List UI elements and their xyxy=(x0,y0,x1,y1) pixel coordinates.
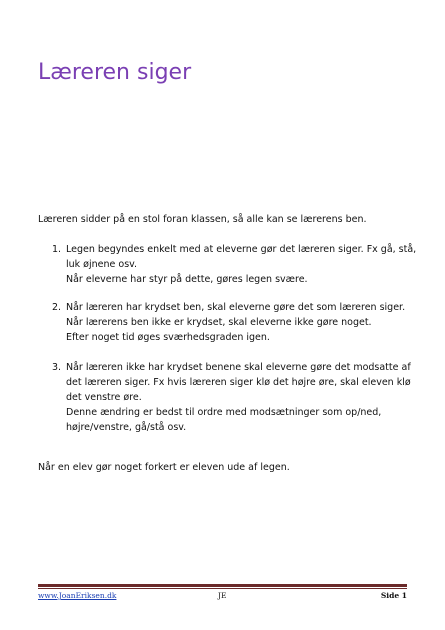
list-text: Når læreren har krydset ben, skal eleverne gøre det som læreren siger. xyxy=(66,302,406,313)
list-item xyxy=(52,242,422,300)
list-number: 1. xyxy=(52,244,62,255)
footer-page-number: Side 1 xyxy=(380,591,407,600)
list-text: Når lærerens ben ikke er krydset, skal eleverne ikke gøre noget. xyxy=(66,317,372,328)
intro-paragraph: Læreren sidder på en stol foran klassen, så alle kan se lærerens ben. xyxy=(38,214,367,225)
rules-list xyxy=(52,242,422,435)
list-text: Denne ændring er bedst til ordre med modsætninger som op/ned, højre/venstre, gå/stå osv. xyxy=(66,407,382,433)
list-text: Når eleverne har styr på dette, gøres legen svære. xyxy=(66,274,308,285)
list-item xyxy=(52,360,422,435)
list-text: Når læreren ikke har krydset benene skal eleverne gøre det modsatte af det læreren siger. Fx hvis læreren siger klø det højre øre, skal eleven klø det venstre øre. xyxy=(66,362,411,403)
list-text: Efter noget tid øges sværhedsgraden igen. xyxy=(66,332,270,343)
outro-paragraph: Når en elev gør noget forkert er eleven ude af legen. xyxy=(38,462,290,473)
footer-divider-thin xyxy=(38,588,407,589)
list-item xyxy=(52,300,422,360)
footer-divider xyxy=(38,584,407,587)
footer-website-link[interactable]: www.JoanEriksen.dk xyxy=(38,591,117,600)
list-text: Legen begyndes enkelt med at eleverne gør det læreren siger. Fx gå, stå, luk øjnene osv. xyxy=(66,244,417,270)
page-title: Læreren siger xyxy=(38,60,192,85)
list-number: 2. xyxy=(52,302,62,313)
list-number: 3. xyxy=(52,362,62,373)
footer-initials: JE xyxy=(218,591,227,600)
